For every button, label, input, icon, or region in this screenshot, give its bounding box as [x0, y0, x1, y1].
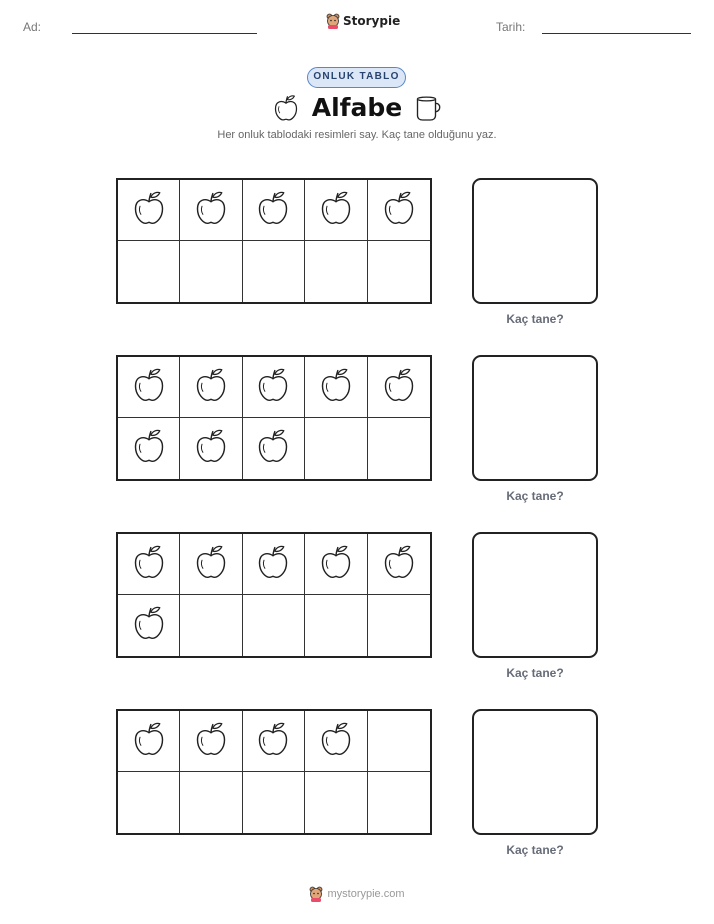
ten-frame-cell	[243, 357, 305, 418]
apple-icon	[318, 719, 354, 764]
ten-frame-cell	[180, 180, 242, 241]
ten-frame-cell	[368, 711, 430, 772]
ten-frame-cell	[118, 418, 180, 479]
instruction-text: Her onluk tablodaki resimleri say. Kaç tane olduğunu yaz.	[217, 129, 497, 141]
ten-frame-cell	[180, 418, 242, 479]
name-label: Ad:	[23, 20, 42, 34]
ten-frame-cell	[368, 772, 430, 833]
apple-icon	[318, 188, 354, 233]
apple-icon	[318, 365, 354, 410]
apple-icon	[381, 188, 417, 233]
apple-icon	[318, 542, 354, 587]
name-line	[72, 33, 257, 34]
ten-frame-cell	[180, 534, 242, 595]
topic-badge: ONLUK TABLO	[307, 67, 406, 88]
ten-frame	[116, 532, 432, 658]
apple-icon	[381, 365, 417, 410]
title-row	[0, 91, 714, 125]
ten-frame-cell	[368, 357, 430, 418]
ten-frame-cell	[305, 180, 367, 241]
apple-icon	[131, 603, 167, 648]
question-label: Kaç tane?	[506, 843, 564, 857]
apple-icon	[193, 188, 229, 233]
footer	[0, 886, 714, 902]
question-label: Kaç tane?	[506, 312, 564, 326]
ten-frame-cell	[368, 595, 430, 656]
question-label: Kaç tane?	[506, 666, 564, 680]
apple-icon	[131, 719, 167, 764]
footer-url: mystorypie.com	[327, 888, 405, 900]
ten-frame-cell	[118, 180, 180, 241]
apple-icon	[193, 426, 229, 471]
cup-icon	[413, 93, 443, 123]
ten-frame-cell	[368, 418, 430, 479]
apple-icon	[255, 719, 291, 764]
date-line	[542, 33, 691, 34]
ten-frame-cell	[368, 180, 430, 241]
ten-frame-cell	[180, 711, 242, 772]
answer-box[interactable]	[472, 532, 598, 658]
ten-frame-cell	[180, 772, 242, 833]
ten-frame-cell	[118, 534, 180, 595]
apple-icon	[255, 365, 291, 410]
apple-icon	[131, 188, 167, 233]
ten-frame-cell	[305, 241, 367, 302]
bear-icon	[326, 13, 340, 29]
ten-frame-cell	[305, 357, 367, 418]
ten-frame-cell	[118, 772, 180, 833]
apple-icon	[255, 188, 291, 233]
answer-box[interactable]	[472, 178, 598, 304]
ten-frame-cell	[118, 357, 180, 418]
ten-frame-cell	[118, 595, 180, 656]
brand-name: Storypie	[343, 14, 401, 28]
apple-icon	[131, 365, 167, 410]
apple-icon	[193, 542, 229, 587]
ten-frame-cell	[368, 534, 430, 595]
ten-frame-cell	[305, 534, 367, 595]
apple-icon	[255, 542, 291, 587]
apple-icon	[131, 542, 167, 587]
question-label: Kaç tane?	[506, 489, 564, 503]
ten-frame-cell	[243, 772, 305, 833]
ten-frame-cell	[180, 241, 242, 302]
ten-frame-cell	[305, 711, 367, 772]
ten-frame-cell	[305, 418, 367, 479]
apple-icon	[193, 365, 229, 410]
ten-frame-cell	[243, 711, 305, 772]
apple-icon	[255, 426, 291, 471]
ten-frame	[116, 709, 432, 835]
ten-frame-cell	[243, 534, 305, 595]
apple-icon	[193, 719, 229, 764]
ten-frame	[116, 178, 432, 304]
answer-box[interactable]	[472, 355, 598, 481]
brand-logo	[326, 13, 400, 29]
ten-frame-cell	[118, 241, 180, 302]
ten-frame-cell	[368, 241, 430, 302]
date-label: Tarih:	[496, 20, 526, 34]
apple-icon	[381, 542, 417, 587]
ten-frame-cell	[243, 418, 305, 479]
page-title: Alfabe	[311, 93, 403, 122]
ten-frame-cell	[305, 772, 367, 833]
answer-box[interactable]	[472, 709, 598, 835]
ten-frame-cell	[305, 595, 367, 656]
bear-icon	[309, 886, 323, 902]
ten-frame-cell	[180, 357, 242, 418]
ten-frame-cell	[180, 595, 242, 656]
ten-frame-cell	[118, 711, 180, 772]
ten-frame-cell	[243, 595, 305, 656]
apple-icon	[131, 426, 167, 471]
ten-frame-cell	[243, 180, 305, 241]
ten-frame	[116, 355, 432, 481]
ten-frame-cell	[243, 241, 305, 302]
apple-icon	[272, 93, 300, 123]
